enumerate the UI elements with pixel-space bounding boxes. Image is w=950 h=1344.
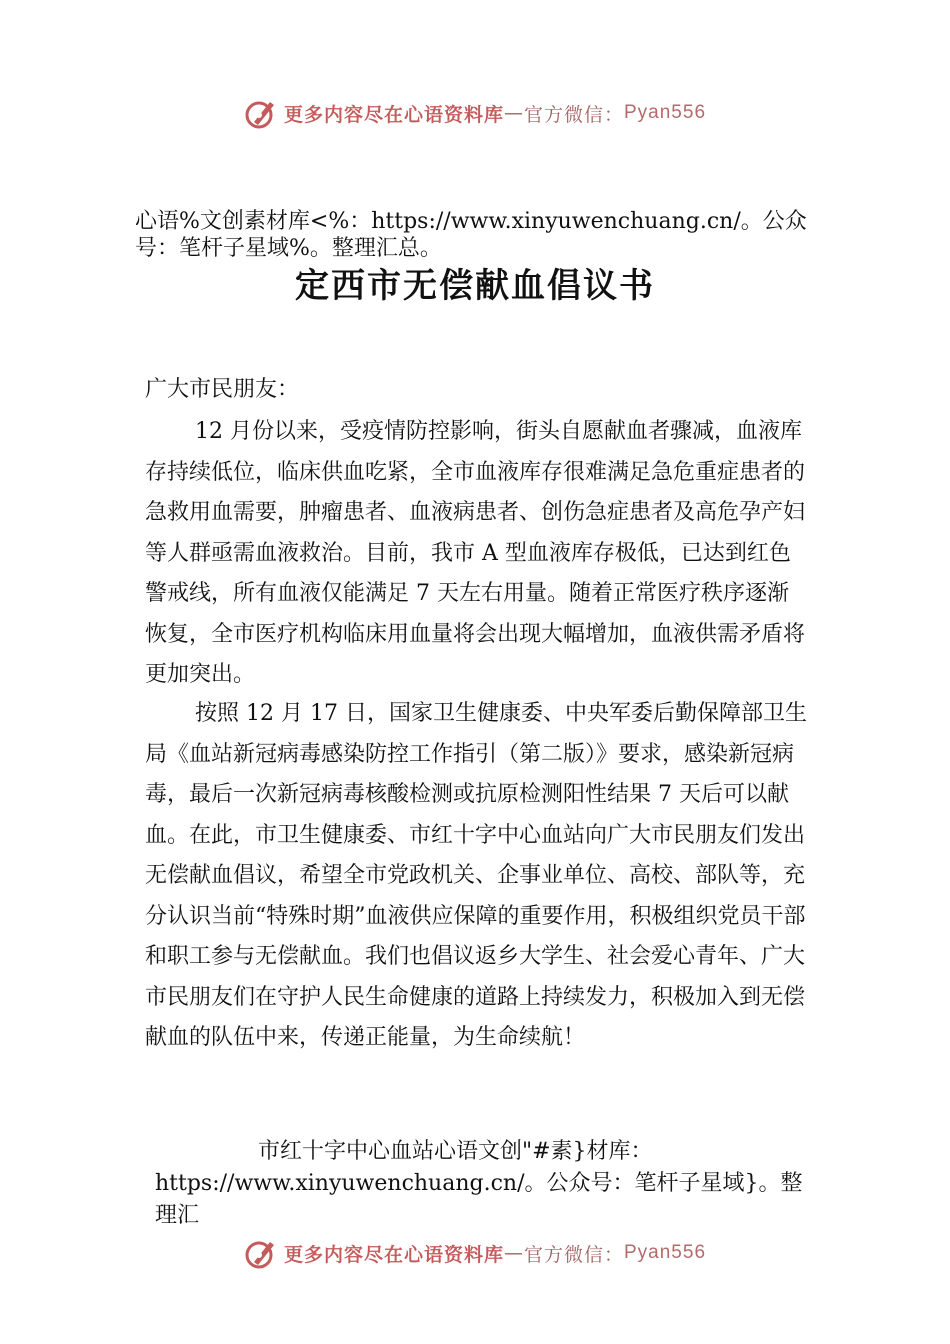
pen-logo-icon <box>244 96 278 130</box>
watermark-separator: — <box>503 1242 524 1264</box>
pen-logo-icon <box>244 1236 278 1270</box>
watermark-brand: 更多内容尽在心语资料库 <box>283 103 504 126</box>
watermark-brand: 更多内容尽在心语资料库 <box>283 1243 504 1266</box>
page-title: 定西市无偿献血倡议书 <box>295 266 655 306</box>
watermark-account: Pyan556 <box>624 102 707 123</box>
watermark-account: Pyan556 <box>624 1242 707 1263</box>
watermark-label: 官方微信： <box>523 1243 624 1266</box>
source-note-bottom: 市红十字中心血站心语文创"#素}材库：https://www.xinyuwenchuang.cn/。公众号：笔杆子星域}。整理汇 <box>155 1139 803 1228</box>
watermark-separator: — <box>503 102 524 124</box>
greeting: 广大市民朋友： <box>145 377 300 402</box>
source-note-top: 心语%文创素材库<%：https://www.xinyuwenchuang.cn/。公众号：笔杆子星域%。整理汇总。 <box>135 209 807 261</box>
watermark-footer <box>0 1236 950 1270</box>
paragraph-2: 按照 12 月 17 日，国家卫生健康委、中央军委后勤保障部卫生局《血站新冠病毒感染防控工作指引（第二版）》要求，感染新冠病毒，最后一次新冠病毒核酸检测或抗原检测阳性结果 7 天后可以献血。在此，市卫生健康委、市红十字中心血站向广大市民朋友们发出无偿献血倡议，希望全市党政机关、企事业单位、高校、部队等，充分认识当前“特殊时期”血液供应保障的重要作用，积极组织党员干部和职工参与无偿献血。我们也倡议返乡大学生、社会爱心青年、广大市民朋友们在守护人民生命健康的道路上持续发力，积极加入到无偿献血的队伍中来，传递正能量，为生命续航！ <box>145 701 807 1050</box>
paragraph-1: 12 月份以来，受疫情防控影响，街头自愿献血者骤减，血液库存持续低位，临床供血吃紧，全市血液库存很难满足急危重症患者的急救用血需要，肿瘤患者、血液病患者、创伤急症患者及高危孕产妇等人群亟需血液救治。目前，我市 A 型血液库存极低，已达到红色警戒线，所有血液仅能满足 7 天左右用量。随着正常医疗秩序逐渐恢复，全市医疗机构临床用血量将会出现大幅增加，血液供需矛盾将更加突出。 <box>145 419 806 687</box>
watermark-label: 官方微信： <box>523 103 624 126</box>
watermark-header <box>0 96 950 130</box>
